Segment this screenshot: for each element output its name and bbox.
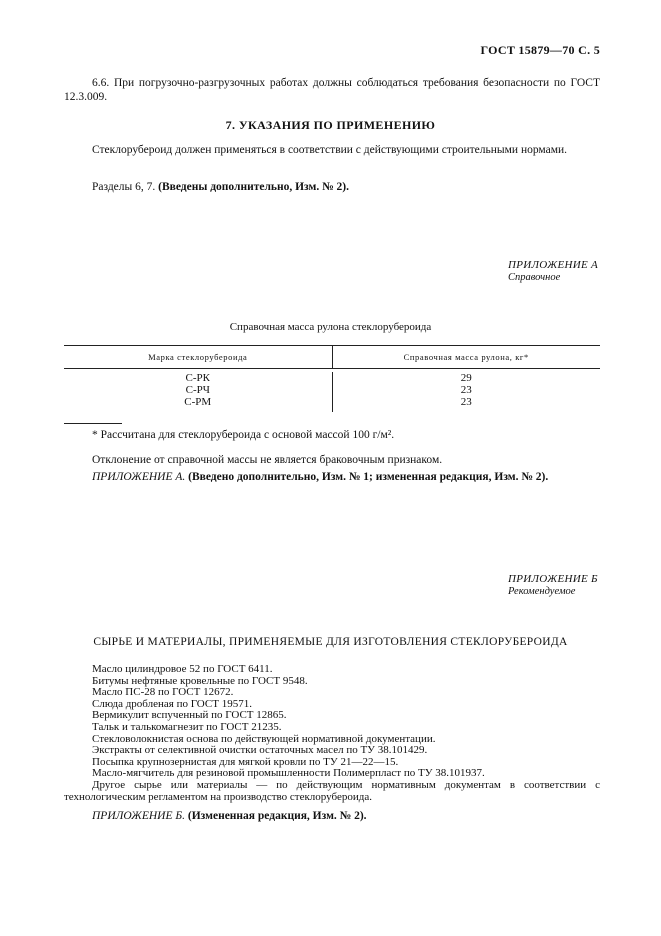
section-7-note-bold: (Введены дополнительно, Изм. № 2). xyxy=(158,181,349,193)
section-7-note xyxy=(92,180,600,194)
list-item: Слюда дробленая по ГОСТ 19571. xyxy=(92,697,252,710)
list-item: Посыпка крупнозернистая для мягкой кровли по ТУ 21—22—15. xyxy=(92,755,399,768)
appendix-a-title: ПРИЛОЖЕНИЕ А xyxy=(508,259,599,271)
footnote-divider xyxy=(64,423,122,424)
table-header-row xyxy=(64,346,600,369)
table-column-grade xyxy=(64,372,333,412)
footnote: * Рассчитана для стеклорубероида с основой массой 100 г/м². xyxy=(92,429,395,441)
table-cell: С-РМ xyxy=(184,396,212,408)
list-item: Масло цилиндровое 52 по ГОСТ 6411. xyxy=(92,663,273,675)
table-cell: 23 xyxy=(460,384,472,396)
appendix-a-subtitle: Справочное xyxy=(508,272,561,283)
table-cell: С-РК xyxy=(185,372,210,384)
appendix-b-heading: СЫРЬЕ И МАТЕРИАЛЫ, ПРИМЕНЯЕМЫЕ ДЛЯ ИЗГОТОВЛЕНИЯ СТЕКЛОРУБЕРОИДА xyxy=(93,636,568,648)
appendix-b-edit-note xyxy=(92,809,600,823)
section-7-title: 7. УКАЗАНИЯ ПО ПРИМЕНЕНИЮ xyxy=(225,118,436,132)
table-caption: Справочная масса рулона стеклорубероида xyxy=(229,321,432,333)
page-header: ГОСТ 15879—70 С. 5 xyxy=(480,43,600,57)
list-item: Битумы нефтяные кровельные по ГОСТ 9548. xyxy=(92,674,308,687)
list-item: Вермикулит вспученный по ГОСТ 12865. xyxy=(92,709,287,722)
reference-mass-table xyxy=(64,345,600,412)
table-column-mass xyxy=(333,372,601,412)
appendix-a-edit-note xyxy=(92,470,600,484)
other-materials-note: Другое сырье или материалы — по действующим нормативным документам в соответствии с технологическим регламентом на производство стеклорубероида. xyxy=(64,779,600,803)
appendix-b-title: ПРИЛОЖЕНИЕ Б xyxy=(508,573,598,585)
list-item: Стекловолокнистая основа по действующей нормативной документации. xyxy=(92,732,436,745)
deviation-note: Отклонение от справочной массы не является браковочным признаком. xyxy=(92,454,443,466)
section-7-text: Стеклорубероид должен применяться в соответствии с действующими строительными нормами. xyxy=(92,144,568,156)
table-header-mass: Справочная масса рулона, кг* xyxy=(403,352,529,362)
list-item: Масло-мягчитель для резиновой промышленности Полимерпласт по ТУ 38.101937. xyxy=(92,767,485,780)
table-body xyxy=(64,369,600,412)
table-cell: 29 xyxy=(460,372,472,384)
table-header-grade: Марка стеклорубероида xyxy=(64,346,333,368)
list-item: Тальк и талькомагнезит по ГОСТ 21235. xyxy=(92,720,282,733)
appendix-a-edit-bold: (Введено дополнительно, Изм. № 1; измененная редакция, Изм. № 2). xyxy=(188,471,549,483)
list-item: Экстракты от селективной очистки остаточных масел по ТУ 38.101429. xyxy=(92,744,428,757)
table-cell: С-РЧ xyxy=(185,384,210,396)
paragraph-6-6: 6.6. При погрузочно-разгрузочных работах должны соблюдаться требования безопасности по ГОСТ 12.3.009. xyxy=(64,77,600,103)
table-cell: 23 xyxy=(460,396,472,408)
list-item: Масло ПС-28 по ГОСТ 12672. xyxy=(92,686,234,699)
appendix-b-edit-bold: (Измененная редакция, Изм. № 2). xyxy=(187,810,367,822)
appendix-b-edit-italic: ПРИЛОЖЕНИЕ Б. xyxy=(92,810,188,822)
materials-list xyxy=(92,664,600,780)
section-7-note-prefix: Разделы 6, 7. xyxy=(92,181,159,193)
appendix-b-subtitle: Рекомендуемое xyxy=(508,586,576,597)
appendix-a-edit-italic: ПРИЛОЖЕНИЕ А. xyxy=(92,471,189,483)
